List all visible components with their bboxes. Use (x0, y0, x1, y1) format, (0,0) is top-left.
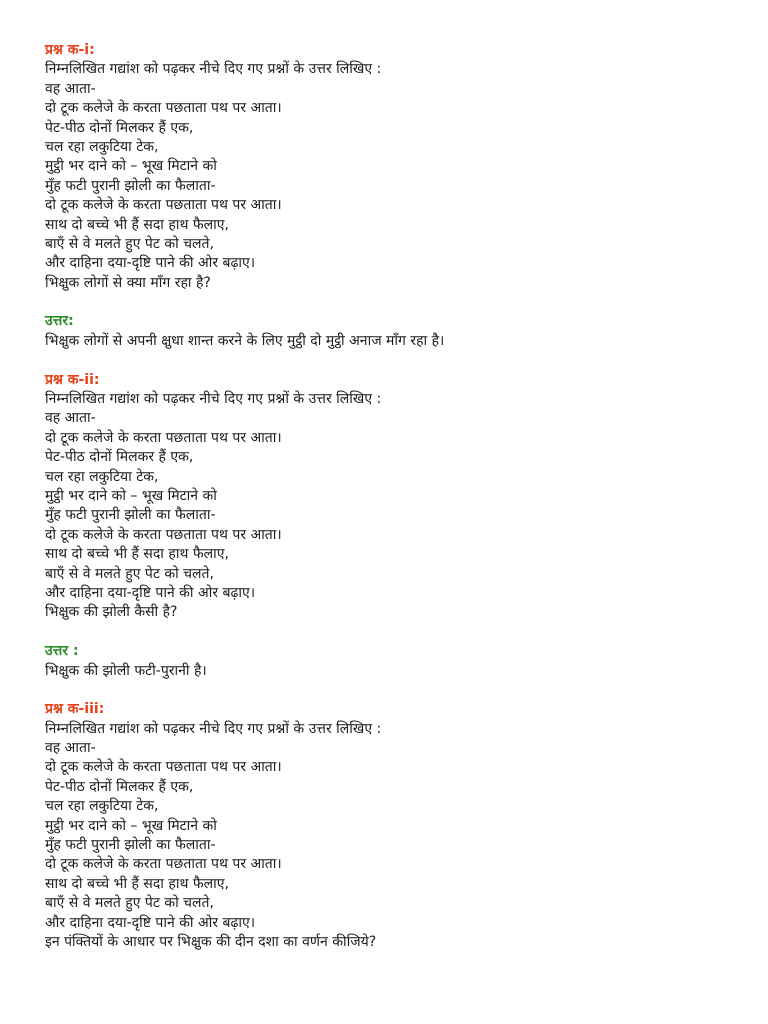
passage-line: दो टूक कलेजे के करता पछताता पथ पर आता। (45, 759, 282, 776)
question-block-2 (45, 371, 748, 623)
answer-label: उत्तर : (45, 643, 79, 660)
answer-text: भिक्षुक की झोली फटी-पुरानी है। (45, 662, 207, 679)
passage-line: दो टूक कलेजे के करता पछताता पथ पर आता। (45, 429, 282, 446)
spacer (45, 293, 748, 312)
passage-line: दो टूक कलेजे के करता पछताता पथ पर आता। (45, 197, 282, 214)
question-label: प्रश्न क-iii: (45, 701, 105, 718)
question-block-1 (45, 41, 748, 293)
passage-line: पेट-पीठ दोनों मिलकर हैं एक, (45, 778, 194, 795)
passage-line: दो टूक कलेजे के करता पछताता पथ पर आता। (45, 856, 282, 873)
question-block-3 (45, 700, 748, 952)
passage-line: वह आता- (45, 80, 96, 97)
passage-line: साथ दो बच्चे भी हैं सदा हाथ फैलाए, (45, 875, 229, 892)
passage-line: साथ दो बच्चे भी हैं सदा हाथ फैलाए, (45, 216, 229, 233)
passage-line: बाएँ से वे मलते हुए पेट को चलते, (45, 895, 214, 912)
passage-line: दो टूक कलेजे के करता पछताता पथ पर आता। (45, 526, 282, 543)
answer-label: उत्तर: (45, 313, 74, 330)
passage-line: मुँह फटी पुरानी झोली का फैलाता- (45, 177, 216, 194)
passage-line: मुँह फटी पुरानी झोली का फैलाता- (45, 507, 216, 524)
passage-line: और दाहिना दया-दृष्टि पाने की ओर बढ़ाए। (45, 255, 256, 272)
passage-line: मुट्ठी भर दाने को – भूख मिटाने को (45, 817, 217, 834)
passage-line: और दाहिना दया-दृष्टि पाने की ओर बढ़ाए। (45, 914, 256, 931)
passage-line: पेट-पीठ दोनों मिलकर हैं एक, (45, 449, 194, 466)
passage-line: मुँह फटी पुरानी झोली का फैलाता- (45, 837, 216, 854)
passage-line: चल रहा लकुटिया टेक, (45, 798, 159, 815)
passage-line: दो टूक कलेजे के करता पछताता पथ पर आता। (45, 100, 282, 117)
passage-line: मुट्ठी भर दाने को – भूख मिटाने को (45, 158, 217, 175)
answer-text: भिक्षुक लोगों से अपनी क्षुधा शान्त करने के लिए मुट्ठी दो मुट्ठी अनाज माँग रहा है। (45, 332, 445, 349)
instruction-text: निम्नलिखित गद्यांश को पढ़कर नीचे दिए गए प्रश्नों के उत्तर लिखिए : (45, 61, 382, 78)
question-text: इन पंक्तियों के आधार पर भिक्षुक की दीन दशा का वर्णन कीजिये? (45, 933, 377, 950)
passage-line: बाएँ से वे मलते हुए पेट को चलते, (45, 565, 214, 582)
spacer (45, 623, 748, 642)
answer-block-1 (45, 312, 748, 351)
question-label: प्रश्न क-i: (45, 42, 95, 58)
passage-line: चल रहा लकुटिया टेक, (45, 468, 159, 485)
spacer (45, 351, 748, 370)
instruction-text: निम्नलिखित गद्यांश को पढ़कर नीचे दिए गए प्रश्नों के उत्तर लिखिए : (45, 391, 382, 408)
passage-line: बाएँ से वे मलते हुए पेट को चलते, (45, 235, 214, 252)
passage-line: वह आता- (45, 410, 96, 427)
passage-line: मुट्ठी भर दाने को – भूख मिटाने को (45, 487, 217, 504)
question-text: भिक्षुक लोगों से क्या माँग रहा है? (45, 274, 211, 291)
answer-block-2 (45, 642, 748, 681)
passage-line: चल रहा लकुटिया टेक, (45, 138, 159, 155)
passage-line: साथ दो बच्चे भी हैं सदा हाथ फैलाए, (45, 546, 229, 563)
passage-line: पेट-पीठ दोनों मिलकर हैं एक, (45, 119, 194, 136)
question-label: प्रश्न क-ii: (45, 371, 100, 388)
instruction-text: निम्नलिखित गद्यांश को पढ़कर नीचे दिए गए प्रश्नों के उत्तर लिखिए : (45, 720, 382, 737)
question-text: भिक्षुक की झोली कैसी है? (45, 604, 178, 621)
passage-line: वह आता- (45, 740, 96, 757)
passage-line: और दाहिना दया-दृष्टि पाने की ओर बढ़ाए। (45, 584, 256, 601)
spacer (45, 681, 748, 700)
